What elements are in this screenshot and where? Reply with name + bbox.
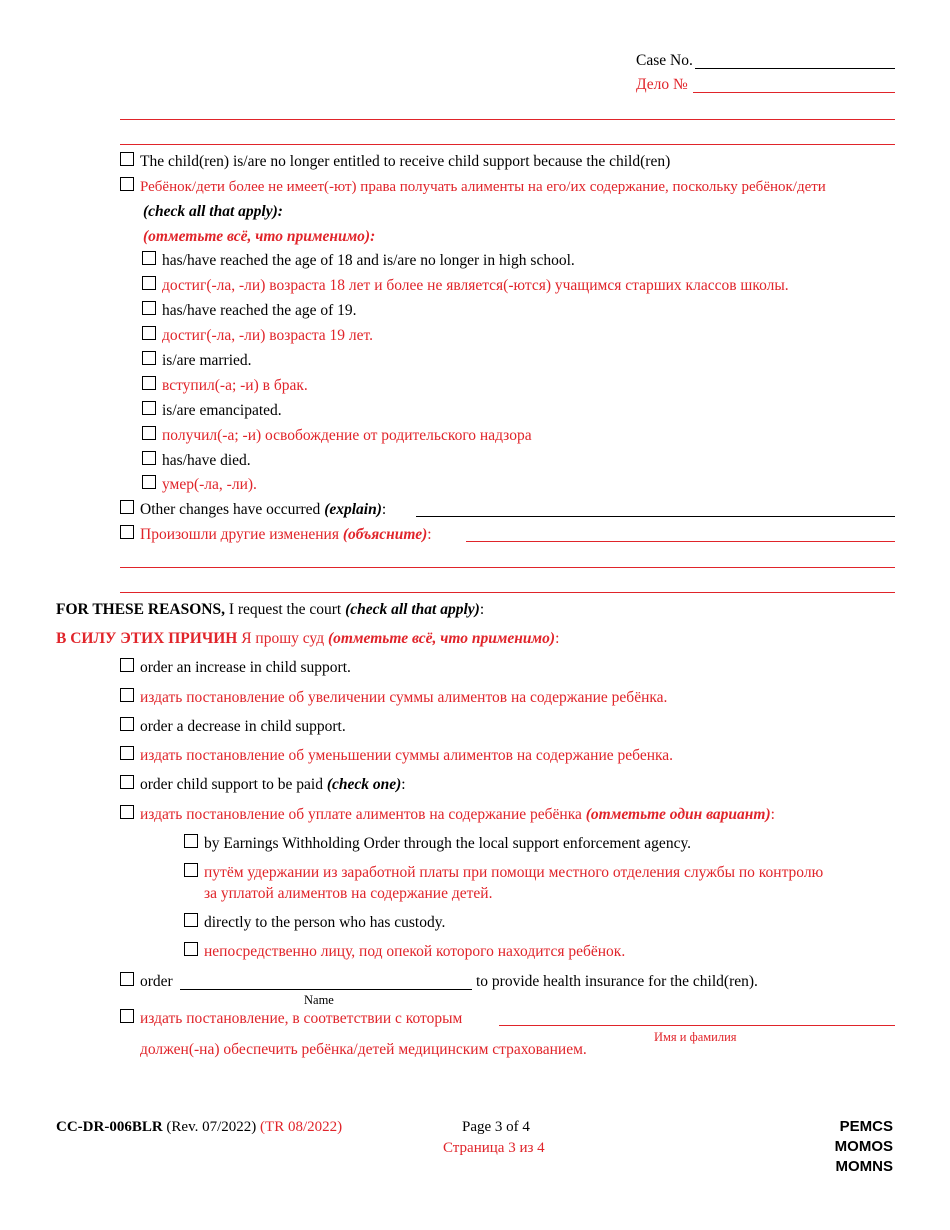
increase-text: order an increase in child support.: [140, 659, 351, 676]
married-checkbox-ru[interactable]: [142, 376, 156, 390]
earnings-text: by Earnings Withholding Order through the local support enforcement agency.: [204, 835, 692, 852]
direct-checkbox[interactable]: [184, 913, 198, 927]
earnings-checkbox-ru[interactable]: [184, 863, 198, 877]
increase-text-ru: издать постановление об увеличении суммы алиментов на содержание ребёнка.: [140, 689, 668, 706]
page-number: Page 3 of 4: [462, 1119, 530, 1135]
heading-bold: FOR THESE REASONS,: [56, 601, 225, 618]
case-no-field-ru[interactable]: [693, 92, 895, 93]
other-changes-line[interactable]: [120, 592, 895, 593]
other-changes-prefix-ru: Произошли другие изменения: [140, 526, 343, 543]
paid-text-ru: [140, 806, 775, 824]
age-18-checkbox[interactable]: [142, 251, 156, 265]
age-18-text: has/have reached the age of 18 and is/are no longer in high school.: [162, 252, 575, 269]
paid-checkbox-ru[interactable]: [120, 805, 134, 819]
earnings-text-ru-2: за уплатой алиментов на содержание детей.: [204, 885, 493, 902]
other-changes-line[interactable]: [120, 567, 895, 568]
decrease-text: order a decrease in child support.: [140, 718, 346, 735]
age-18-text-ru: достиг(-ла, -ли) возраста 18 лет и более не является(-ются) учащимся старших классов школы.: [162, 277, 789, 294]
heading-colon: :: [479, 601, 485, 618]
emancipated-text-ru: получил(-а; -и) освобождение от родительского надзора: [162, 427, 532, 444]
paid-italic: (check one): [326, 776, 402, 793]
married-checkbox[interactable]: [142, 351, 156, 365]
no-longer-entitled-checkbox-ru[interactable]: [120, 177, 134, 191]
died-checkbox-ru[interactable]: [142, 475, 156, 489]
other-changes-field[interactable]: [416, 516, 895, 517]
paid-colon-ru: :: [770, 806, 775, 823]
no-longer-entitled-text: The child(ren) is/are no longer entitled to receive child support because the child(ren): [140, 153, 671, 170]
other-changes-colon-ru: :: [427, 526, 432, 543]
age-18-checkbox-ru[interactable]: [142, 276, 156, 290]
other-changes-checkbox[interactable]: [120, 500, 134, 514]
insurance-ru-prefix: издать постановление, в соответствии с которым: [140, 1010, 463, 1027]
form-tr: (TR 08/2022): [260, 1119, 343, 1135]
married-text: is/are married.: [162, 352, 252, 369]
insurance-ru-suffix: должен(-на) обеспечить ребёнка/детей медицинским страхованием.: [140, 1041, 587, 1058]
decrease-checkbox[interactable]: [120, 717, 134, 731]
no-longer-entitled-checkbox[interactable]: [120, 152, 134, 166]
case-no-label-ru: Дело №: [636, 76, 688, 93]
paid-colon: :: [401, 776, 406, 793]
heading-text: I request the court: [224, 601, 346, 618]
decrease-text-ru: издать постановление об уменьшении суммы алиментов на содержание ребенка.: [140, 747, 674, 764]
paid-text: [140, 776, 406, 794]
name-caption-ru: Имя и фамилия: [654, 1030, 737, 1044]
footer-code: MOMNS: [835, 1158, 893, 1175]
age-19-text: has/have reached the age of 19.: [162, 302, 357, 319]
age-19-checkbox[interactable]: [142, 301, 156, 315]
heading-colon-ru: :: [555, 630, 560, 647]
insurance-order-text: order: [140, 973, 173, 990]
insurance-name-field[interactable]: [180, 989, 472, 990]
name-caption: Name: [304, 993, 334, 1007]
check-all-label-ru: (отметьте всё, что применимо):: [143, 228, 376, 245]
other-changes-label: [140, 501, 386, 519]
paid-italic-ru: (отметьте один вариант): [585, 806, 771, 823]
insurance-name-field-ru[interactable]: [499, 1025, 895, 1026]
insurance-checkbox[interactable]: [120, 972, 134, 986]
increase-checkbox-ru[interactable]: [120, 688, 134, 702]
age-19-checkbox-ru[interactable]: [142, 326, 156, 340]
form-id: CC-DR-006BLR: [56, 1119, 163, 1135]
decrease-checkbox-ru[interactable]: [120, 746, 134, 760]
other-changes-label-ru: [140, 526, 432, 544]
footer-form-id: [56, 1118, 342, 1136]
emancipated-checkbox-ru[interactable]: [142, 426, 156, 440]
heading-bold-ru: В СИЛУ ЭТИХ ПРИЧИН: [56, 630, 238, 647]
other-changes-checkbox-ru[interactable]: [120, 525, 134, 539]
died-checkbox[interactable]: [142, 451, 156, 465]
died-text: has/have died.: [162, 452, 251, 469]
married-text-ru: вступил(-а; -и) в брак.: [162, 377, 308, 394]
earnings-checkbox[interactable]: [184, 834, 198, 848]
check-all-label: (check all that apply):: [143, 203, 283, 220]
paid-checkbox[interactable]: [120, 775, 134, 789]
other-changes-explain-ru: (объясните): [342, 526, 428, 543]
emancipated-text: is/are emancipated.: [162, 402, 282, 419]
for-these-reasons-heading: [56, 601, 484, 619]
heading-text-ru: Я прошу суд: [237, 630, 328, 647]
continuation-line[interactable]: [120, 144, 895, 145]
case-no-field[interactable]: [695, 68, 895, 69]
increase-checkbox[interactable]: [120, 658, 134, 672]
heading-italic: (check all that apply): [345, 601, 480, 618]
for-these-reasons-heading-ru: [56, 630, 559, 648]
insurance-suffix-text: to provide health insurance for the child(ren).: [476, 973, 758, 990]
case-no-label: Case No.: [636, 52, 693, 69]
form-rev: (Rev. 07/2022): [162, 1119, 261, 1135]
direct-checkbox-ru[interactable]: [184, 942, 198, 956]
paid-prefix: order child support to be paid: [140, 776, 327, 793]
no-longer-entitled-text-ru: Ребёнок/дети более не имеет(-ют) права получать алименты на его/их содержание, поскольку ребёнок/дети: [140, 179, 826, 195]
other-changes-explain: (explain): [324, 501, 382, 518]
died-text-ru: умер(-ла, -ли).: [162, 476, 257, 493]
other-changes-prefix: Other changes have occurred: [140, 501, 325, 518]
paid-prefix-ru: издать постановление об уплате алиментов на содержание ребёнка: [140, 806, 586, 823]
footer-code: MOMOS: [834, 1138, 893, 1155]
age-19-text-ru: достиг(-ла, -ли) возраста 19 лет.: [162, 327, 374, 344]
other-changes-colon: :: [381, 501, 387, 518]
direct-text-ru: непосредственно лицу, под опекой которого находится ребёнок.: [204, 943, 626, 960]
direct-text: directly to the person who has custody.: [204, 914, 446, 931]
footer-codes: [835, 1117, 893, 1177]
page-number-ru: Страница 3 из 4: [443, 1140, 545, 1156]
emancipated-checkbox[interactable]: [142, 401, 156, 415]
earnings-text-ru-1: путём удержании из заработной платы при помощи местного отделения службы по контролю: [204, 864, 824, 881]
other-changes-field-ru[interactable]: [466, 541, 895, 542]
footer-code: PEMCS: [839, 1118, 893, 1135]
heading-italic-ru: (отметьте всё, что применимо): [327, 630, 556, 647]
continuation-line[interactable]: [120, 119, 895, 120]
insurance-checkbox-ru[interactable]: [120, 1009, 134, 1023]
